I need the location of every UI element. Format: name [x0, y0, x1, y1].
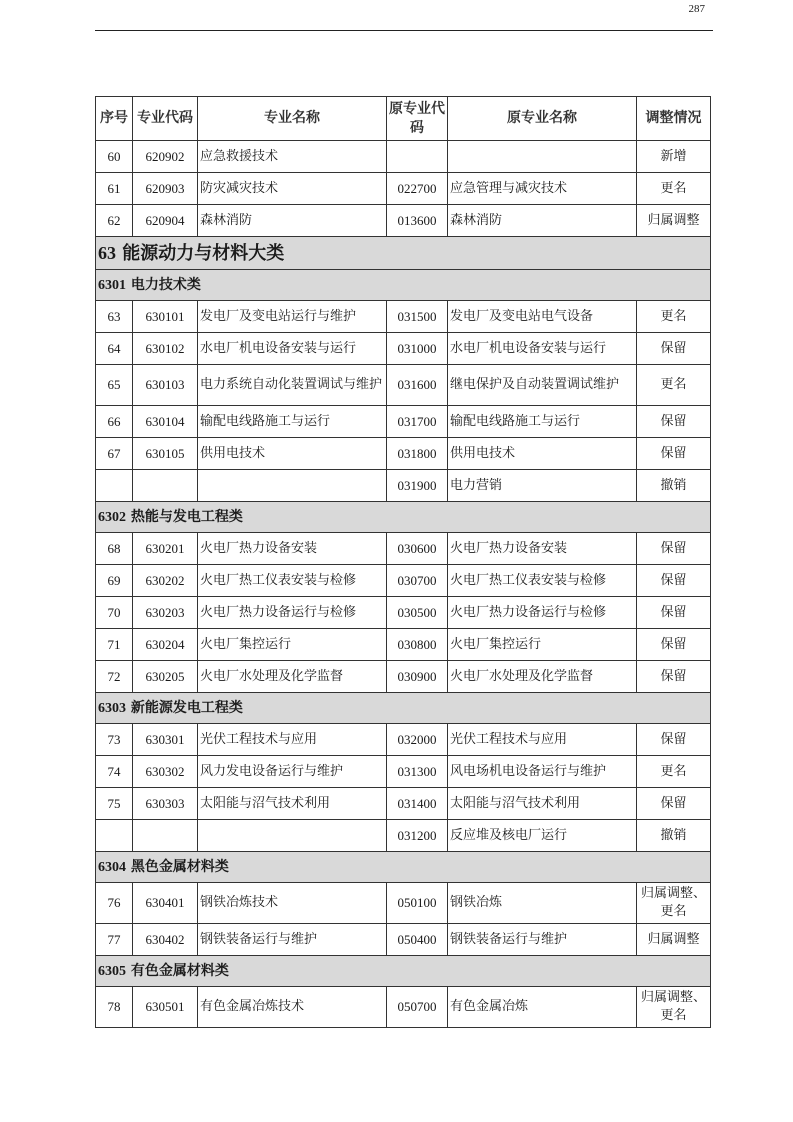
- orig-name-cell: 水电厂机电设备安装与运行: [448, 333, 637, 365]
- orig-name-cell: 有色金属冶炼: [448, 987, 637, 1028]
- name-cell: [198, 820, 387, 852]
- table-row: [96, 597, 711, 629]
- seq-cell: 74: [96, 756, 133, 788]
- orig-name-cell: 太阳能与沼气技术利用: [448, 788, 637, 820]
- orig-name-cell: 继电保护及自动装置调试维护: [448, 365, 637, 406]
- section-heading: [96, 270, 711, 301]
- table-row: [96, 406, 711, 438]
- orig-code-cell: 031500: [387, 301, 448, 333]
- section-row: [96, 852, 711, 883]
- page-number: 287: [688, 3, 705, 15]
- adjust-cell: 更名: [637, 756, 711, 788]
- orig-name-cell: 电力营销: [448, 470, 637, 502]
- section-title: 有色金属材料类: [130, 962, 229, 979]
- orig-name-cell: 火电厂水处理及化学监督: [448, 661, 637, 693]
- table-row: [96, 820, 711, 852]
- code-cell: 630204: [133, 629, 198, 661]
- adjust-cell: 保留: [637, 333, 711, 365]
- header-orig-code: 原专业代码: [387, 97, 448, 141]
- table-row: [96, 565, 711, 597]
- name-cell: 火电厂热力设备运行与检修: [198, 597, 387, 629]
- seq-cell: 61: [96, 173, 133, 205]
- section-heading: [96, 502, 711, 533]
- orig-code-cell: 031900: [387, 470, 448, 502]
- table-row: [96, 629, 711, 661]
- orig-code-cell: 032000: [387, 724, 448, 756]
- name-cell: 钢铁冶炼技术: [198, 883, 387, 924]
- name-cell: 发电厂及变电站运行与维护: [198, 301, 387, 333]
- section-row: [96, 693, 711, 724]
- name-cell: 钢铁装备运行与维护: [198, 924, 387, 956]
- section-row: [96, 956, 711, 987]
- major-adjustment-table: [95, 96, 711, 1028]
- orig-name-cell: 光伏工程技术与应用: [448, 724, 637, 756]
- seq-cell: 67: [96, 438, 133, 470]
- adjust-cell: 归属调整、更名: [637, 883, 711, 924]
- code-cell: 630104: [133, 406, 198, 438]
- section-title: 黑色金属材料类: [130, 858, 229, 875]
- orig-code-cell: 030800: [387, 629, 448, 661]
- orig-code-cell: 030600: [387, 533, 448, 565]
- adjust-cell: 更名: [637, 365, 711, 406]
- adjust-cell: 归属调整: [637, 205, 711, 237]
- orig-code-cell: 030700: [387, 565, 448, 597]
- adjust-cell: 撤销: [637, 470, 711, 502]
- header-name: 专业名称: [198, 97, 387, 141]
- name-cell: 火电厂水处理及化学监督: [198, 661, 387, 693]
- table-row: [96, 788, 711, 820]
- seq-cell: 62: [96, 205, 133, 237]
- orig-code-cell: 031200: [387, 820, 448, 852]
- code-cell: 630402: [133, 924, 198, 956]
- header-rule: [95, 30, 713, 31]
- seq-cell: 70: [96, 597, 133, 629]
- table-row: [96, 724, 711, 756]
- seq-cell: 77: [96, 924, 133, 956]
- code-cell: 630102: [133, 333, 198, 365]
- code-cell: 620903: [133, 173, 198, 205]
- code-cell: 630103: [133, 365, 198, 406]
- orig-name-cell: [448, 141, 637, 173]
- orig-name-cell: 应急管理与减灾技术: [448, 173, 637, 205]
- table-row: [96, 438, 711, 470]
- header-adjust: 调整情况: [637, 97, 711, 141]
- adjust-cell: 撤销: [637, 820, 711, 852]
- seq-cell: 64: [96, 333, 133, 365]
- table-row: [96, 301, 711, 333]
- seq-cell: 60: [96, 141, 133, 173]
- header-seq: 序号: [96, 97, 133, 141]
- header-orig-name: 原专业名称: [448, 97, 637, 141]
- header-code: 专业代码: [133, 97, 198, 141]
- orig-code-cell: 030900: [387, 661, 448, 693]
- code-cell: 630203: [133, 597, 198, 629]
- code-cell: 630205: [133, 661, 198, 693]
- name-cell: 火电厂热工仪表安装与检修: [198, 565, 387, 597]
- orig-code-cell: 031700: [387, 406, 448, 438]
- seq-cell: 78: [96, 987, 133, 1028]
- orig-code-cell: 030500: [387, 597, 448, 629]
- orig-code-cell: 022700: [387, 173, 448, 205]
- table-row: [96, 470, 711, 502]
- adjust-cell: 保留: [637, 597, 711, 629]
- orig-name-cell: 火电厂集控运行: [448, 629, 637, 661]
- name-cell: 输配电线路施工与运行: [198, 406, 387, 438]
- code-cell: 630303: [133, 788, 198, 820]
- section-heading: [96, 956, 711, 987]
- seq-cell: 68: [96, 533, 133, 565]
- table-row: [96, 205, 711, 237]
- code-cell: 630401: [133, 883, 198, 924]
- orig-name-cell: 钢铁装备运行与维护: [448, 924, 637, 956]
- code-cell: 630202: [133, 565, 198, 597]
- section-heading: [96, 852, 711, 883]
- section-title: 电力技术类: [130, 276, 201, 293]
- name-cell: 应急救援技术: [198, 141, 387, 173]
- code-cell: 630105: [133, 438, 198, 470]
- section-code: 6303: [98, 700, 126, 716]
- table-row: [96, 661, 711, 693]
- code-cell: 630501: [133, 987, 198, 1028]
- adjust-cell: 更名: [637, 301, 711, 333]
- seq-cell: 63: [96, 301, 133, 333]
- orig-code-cell: 031800: [387, 438, 448, 470]
- orig-code-cell: 050100: [387, 883, 448, 924]
- category-title: 能源动力与材料大类: [122, 242, 285, 264]
- seq-cell: 75: [96, 788, 133, 820]
- orig-code-cell: 031300: [387, 756, 448, 788]
- section-heading: [96, 693, 711, 724]
- orig-name-cell: 风电场机电设备运行与维护: [448, 756, 637, 788]
- adjust-cell: 保留: [637, 724, 711, 756]
- seq-cell: [96, 820, 133, 852]
- code-cell: 630101: [133, 301, 198, 333]
- category-code: 63: [98, 242, 116, 263]
- table-row: [96, 333, 711, 365]
- seq-cell: 66: [96, 406, 133, 438]
- name-cell: 水电厂机电设备安装与运行: [198, 333, 387, 365]
- orig-code-cell: 031400: [387, 788, 448, 820]
- seq-cell: 65: [96, 365, 133, 406]
- table-row: [96, 141, 711, 173]
- name-cell: 太阳能与沼气技术利用: [198, 788, 387, 820]
- adjust-cell: 保留: [637, 438, 711, 470]
- section-code: 6305: [98, 963, 126, 979]
- orig-name-cell: 火电厂热力设备安装: [448, 533, 637, 565]
- name-cell: 有色金属冶炼技术: [198, 987, 387, 1028]
- name-cell: 风力发电设备运行与维护: [198, 756, 387, 788]
- adjust-cell: 保留: [637, 629, 711, 661]
- seq-cell: 69: [96, 565, 133, 597]
- adjust-cell: 归属调整: [637, 924, 711, 956]
- orig-name-cell: 森林消防: [448, 205, 637, 237]
- name-cell: [198, 470, 387, 502]
- section-code: 6304: [98, 859, 126, 875]
- orig-name-cell: 供用电技术: [448, 438, 637, 470]
- table-row: [96, 533, 711, 565]
- orig-code-cell: [387, 141, 448, 173]
- orig-code-cell: 031000: [387, 333, 448, 365]
- adjust-cell: 保留: [637, 533, 711, 565]
- name-cell: 电力系统自动化装置调试与维护: [198, 365, 387, 406]
- adjust-cell: 归属调整、更名: [637, 987, 711, 1028]
- seq-cell: 73: [96, 724, 133, 756]
- orig-name-cell: 火电厂热力设备运行与检修: [448, 597, 637, 629]
- orig-name-cell: 钢铁冶炼: [448, 883, 637, 924]
- section-title: 新能源发电工程类: [130, 699, 243, 716]
- table-body: [96, 141, 711, 1028]
- code-cell: [133, 470, 198, 502]
- name-cell: 火电厂热力设备安装: [198, 533, 387, 565]
- adjust-cell: 更名: [637, 173, 711, 205]
- table-row: [96, 924, 711, 956]
- adjust-cell: 保留: [637, 661, 711, 693]
- name-cell: 防灾减灾技术: [198, 173, 387, 205]
- name-cell: 森林消防: [198, 205, 387, 237]
- section-title: 热能与发电工程类: [130, 508, 243, 525]
- code-cell: [133, 820, 198, 852]
- table-row: [96, 987, 711, 1028]
- orig-name-cell: 发电厂及变电站电气设备: [448, 301, 637, 333]
- table-row: [96, 756, 711, 788]
- orig-code-cell: 013600: [387, 205, 448, 237]
- orig-code-cell: 050400: [387, 924, 448, 956]
- adjust-cell: 保留: [637, 565, 711, 597]
- section-code: 6302: [98, 509, 126, 525]
- code-cell: 630302: [133, 756, 198, 788]
- section-code: 6301: [98, 277, 126, 293]
- table-row: [96, 365, 711, 406]
- code-cell: 630301: [133, 724, 198, 756]
- orig-code-cell: 031600: [387, 365, 448, 406]
- section-row: [96, 502, 711, 533]
- name-cell: 光伏工程技术与应用: [198, 724, 387, 756]
- adjust-cell: 新增: [637, 141, 711, 173]
- table-row: [96, 173, 711, 205]
- orig-name-cell: 输配电线路施工与运行: [448, 406, 637, 438]
- orig-name-cell: 反应堆及核电厂运行: [448, 820, 637, 852]
- name-cell: 供用电技术: [198, 438, 387, 470]
- seq-cell: 76: [96, 883, 133, 924]
- code-cell: 630201: [133, 533, 198, 565]
- adjust-cell: 保留: [637, 788, 711, 820]
- name-cell: 火电厂集控运行: [198, 629, 387, 661]
- seq-cell: 71: [96, 629, 133, 661]
- code-cell: 620902: [133, 141, 198, 173]
- table-header-row: [96, 97, 711, 141]
- table-row: [96, 883, 711, 924]
- category-heading: [96, 237, 711, 270]
- seq-cell: [96, 470, 133, 502]
- section-row: [96, 270, 711, 301]
- category-row: [96, 237, 711, 270]
- adjust-cell: 保留: [637, 406, 711, 438]
- code-cell: 620904: [133, 205, 198, 237]
- orig-code-cell: 050700: [387, 987, 448, 1028]
- seq-cell: 72: [96, 661, 133, 693]
- orig-name-cell: 火电厂热工仪表安装与检修: [448, 565, 637, 597]
